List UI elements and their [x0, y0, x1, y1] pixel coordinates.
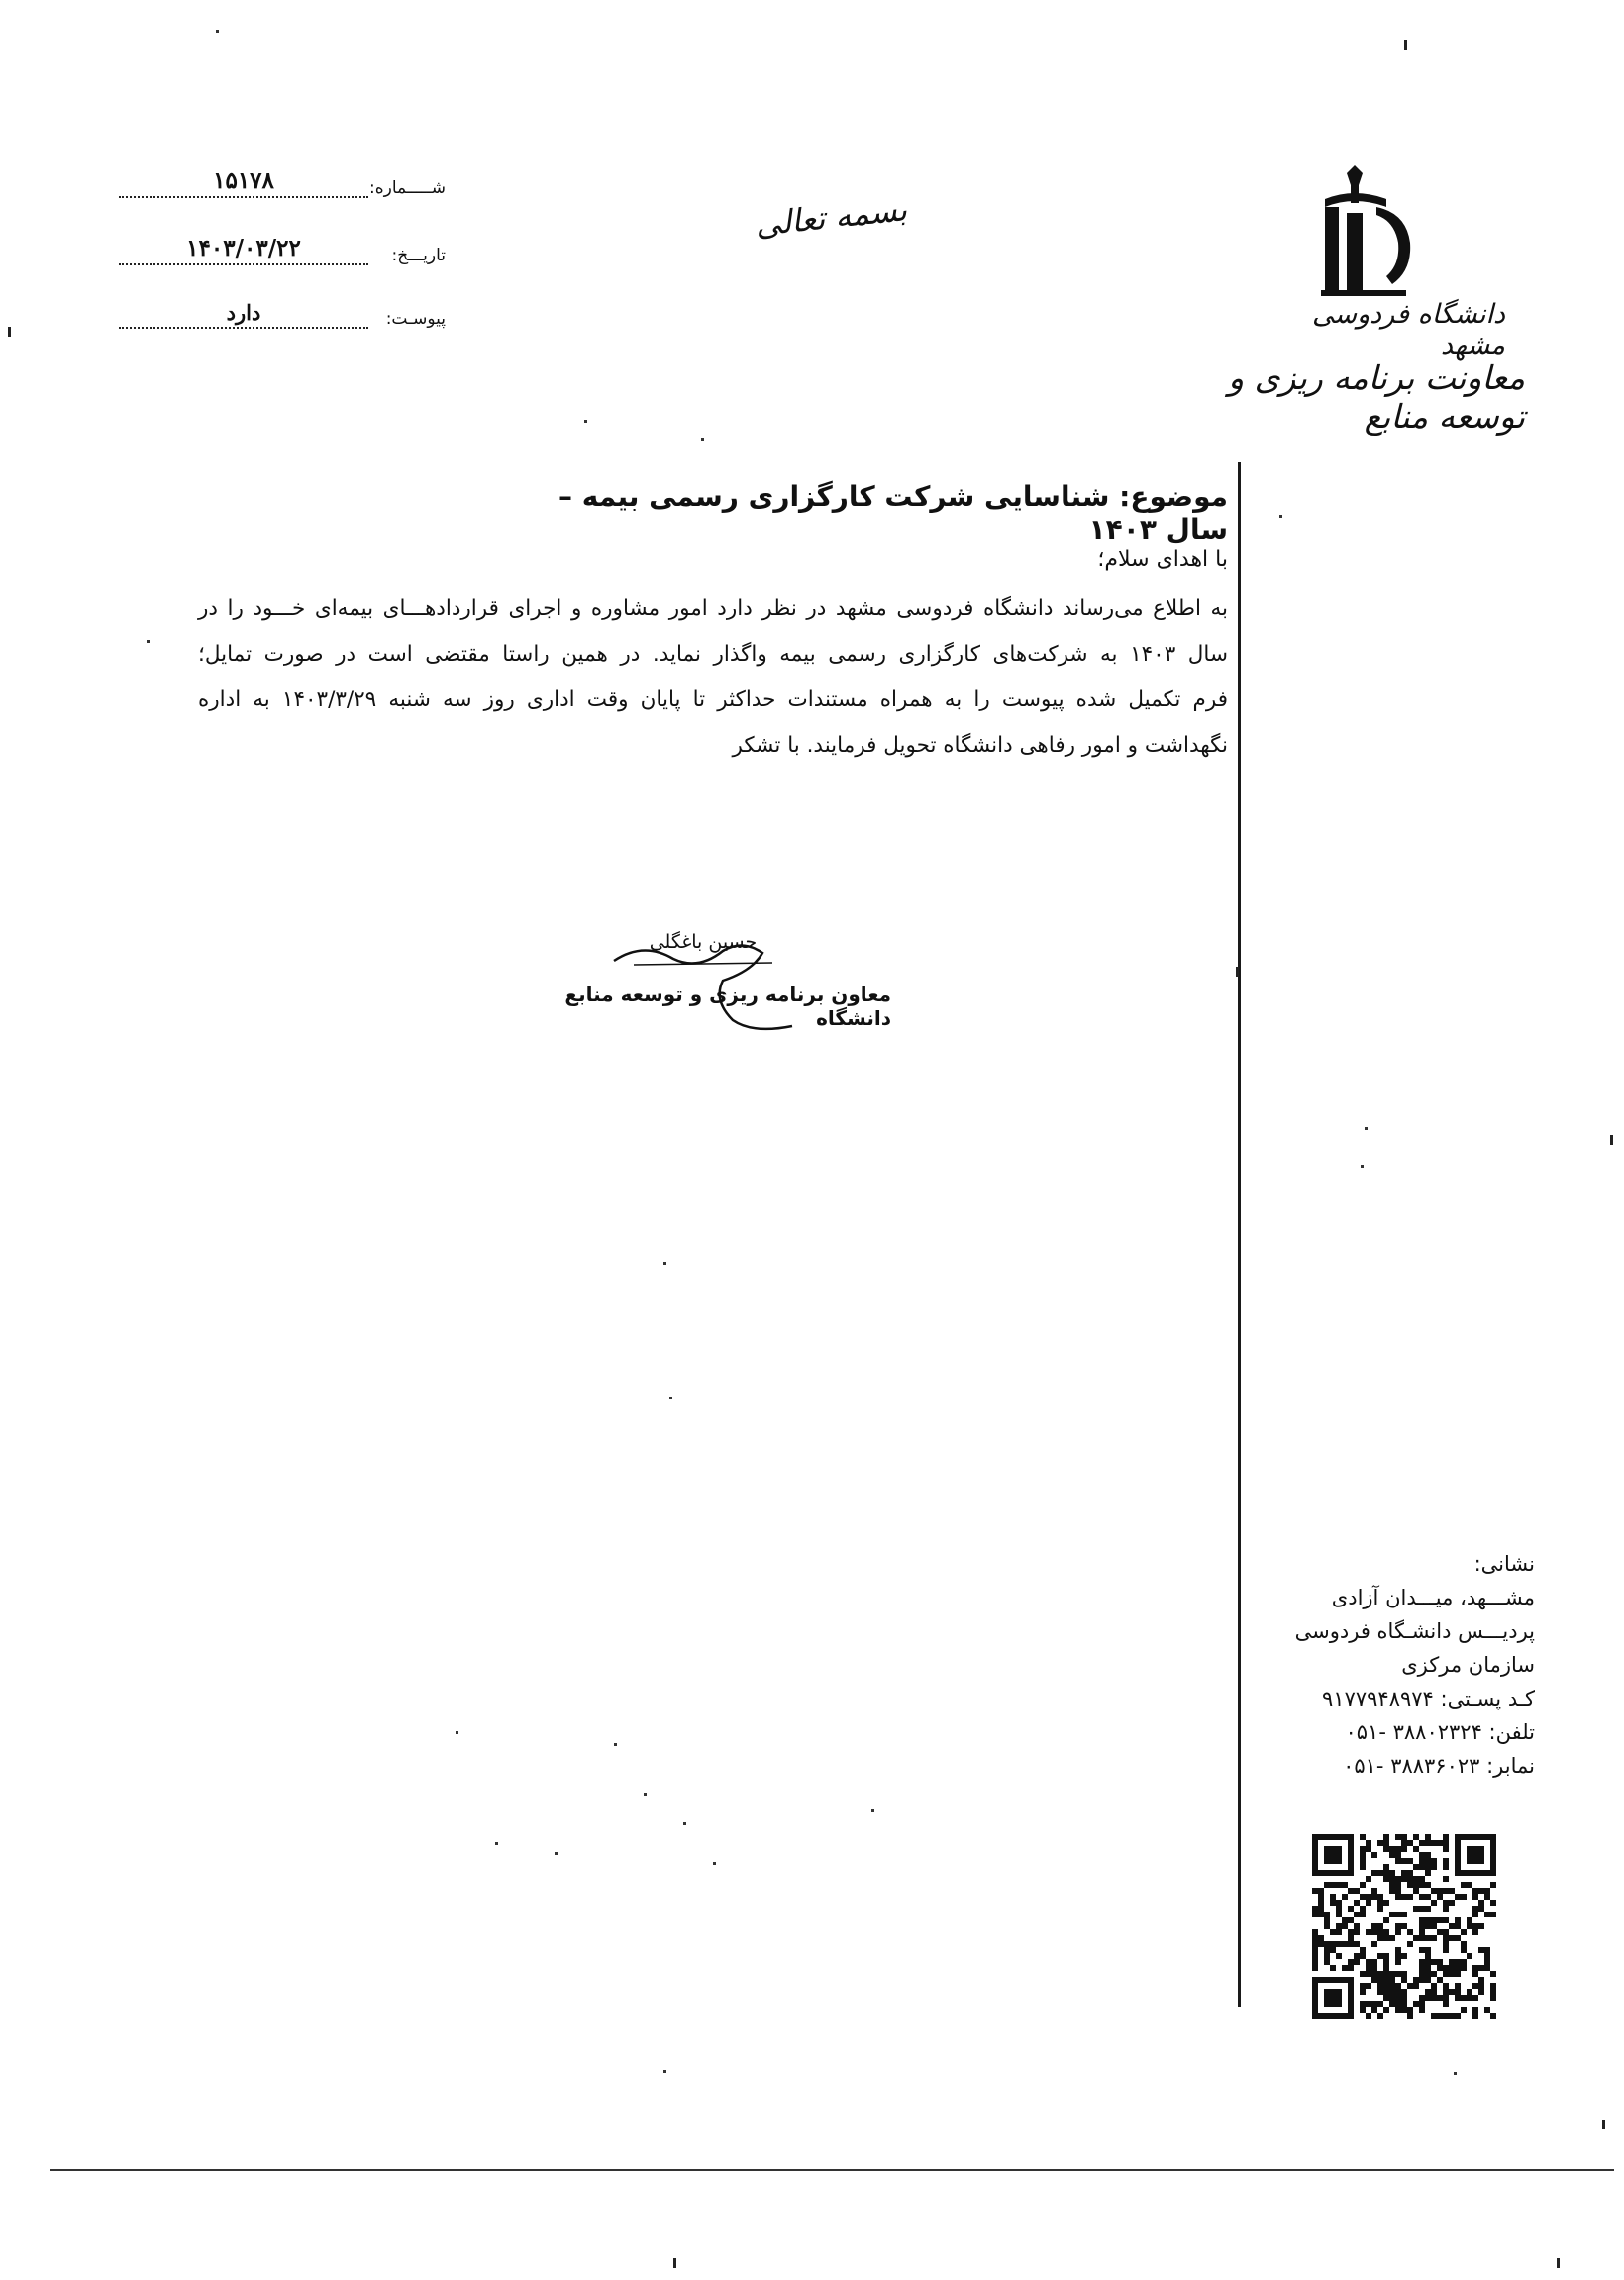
scan-speck [1454, 2072, 1457, 2075]
letter-greeting: با اهدای سلام؛ [1097, 547, 1228, 571]
scan-speck [1279, 515, 1282, 518]
letter-body [198, 586, 1228, 769]
university-name: دانشگاه فردوسی مشهد [1312, 299, 1505, 361]
signer-title: معاون برنامه ریزی و توسعه منابع دانشگاه [564, 983, 891, 1030]
scan-speck [1610, 1135, 1613, 1145]
scan-speck [663, 1262, 666, 1265]
margin-divider [1238, 462, 1241, 2007]
attachment-value: دارد [226, 300, 261, 325]
footer-rule [50, 2169, 1614, 2171]
scan-speck [555, 1852, 558, 1855]
letter-number-field [119, 158, 446, 198]
scan-speck [147, 640, 150, 643]
scan-speck [669, 1397, 672, 1399]
letter-date-value: ۱۴۰۳/۰۳/۲۲ [186, 235, 301, 261]
scan-speck [8, 327, 11, 337]
letter-number-value: ۱۵۱۷۸ [213, 167, 274, 194]
fax-number: نمابر: ۳۸۸۳۶۰۲۳ -۰۵۱ [1343, 1754, 1535, 1778]
body-line: به اطلاع می‌رساند دانشگاه فردوسی مشهد در نظر دارد امور مشاوره و اجرای قراردادهـــای بیمه‌ای خـــود را در [198, 596, 1228, 621]
attachment-field [119, 289, 446, 329]
letter-number-label: شـــــماره: [369, 178, 446, 198]
body-line: فرم تکمیل شده پیوست را به همراه مستندات حداکثر تا پایان وقت اداری روز سه شنبه ۱۴۰۳/۳/۲۹ به اداره [198, 687, 1228, 712]
signer-name: حسین باغگلی [649, 931, 758, 953]
scan-speck [614, 1743, 617, 1746]
qr-code [1312, 1834, 1496, 2019]
body-line: نگهداشت و امور رفاهی دانشگاه تحویل فرمایند. با تشکر [732, 733, 1228, 758]
scan-speck [871, 1809, 874, 1812]
phone-number: تلفن: ۳۸۸۰۲۳۲۴ -۰۵۱ [1345, 1720, 1535, 1744]
scan-speck [216, 30, 219, 33]
letter-subject: موضوع: شناسایی شرکت کارگزاری رسمی بیمه – سال ۱۴۰۳ [558, 480, 1228, 546]
invocation-text: بسمه تعالی [753, 190, 909, 244]
letter-date-field [119, 226, 446, 265]
address-heading: نشانی: [1473, 1552, 1535, 1576]
address-line: سازمان مرکزی [1401, 1653, 1535, 1677]
address-line: مشـــهد، میـــدان آزادی [1331, 1586, 1535, 1609]
letter-date-label: تاریـــخ: [391, 246, 446, 265]
scan-speck [1361, 1165, 1364, 1168]
body-line: سال ۱۴۰۳ به شرکت‌های کارگزاری رسمی بیمه واگذار نماید. در همین راستا مقتضی است در صورت تمایل؛ [198, 642, 1228, 667]
scan-speck [683, 1822, 686, 1825]
address-line: پردیـــس دانشـگاه فردوسی [1294, 1619, 1535, 1643]
department-name: معاونت برنامه ریزی و توسعه منابع [1228, 359, 1525, 436]
scan-speck [1404, 40, 1407, 50]
scan-speck [1236, 967, 1239, 977]
letter-number-dotted-line [119, 168, 368, 198]
scan-speck [644, 1793, 647, 1796]
scan-speck [1365, 1127, 1368, 1130]
postal-code: کـد پسـتی: ۹۱۷۷۹۴۸۹۷۴ [1322, 1687, 1535, 1710]
scan-speck [713, 1862, 716, 1865]
university-logo [1307, 163, 1424, 300]
letter-date-dotted-line [119, 236, 368, 265]
scan-speck [584, 420, 587, 423]
scan-speck [663, 2070, 666, 2073]
scan-speck [1602, 2120, 1605, 2129]
address-block [1268, 1547, 1535, 1783]
scan-speck [456, 1731, 458, 1734]
scan-speck [495, 1842, 498, 1845]
scan-speck [673, 2258, 676, 2268]
attachment-label: پیوسـت: [385, 309, 446, 329]
scan-speck [1557, 2258, 1560, 2268]
attachment-dotted-line [119, 299, 368, 329]
scan-speck [701, 438, 704, 441]
